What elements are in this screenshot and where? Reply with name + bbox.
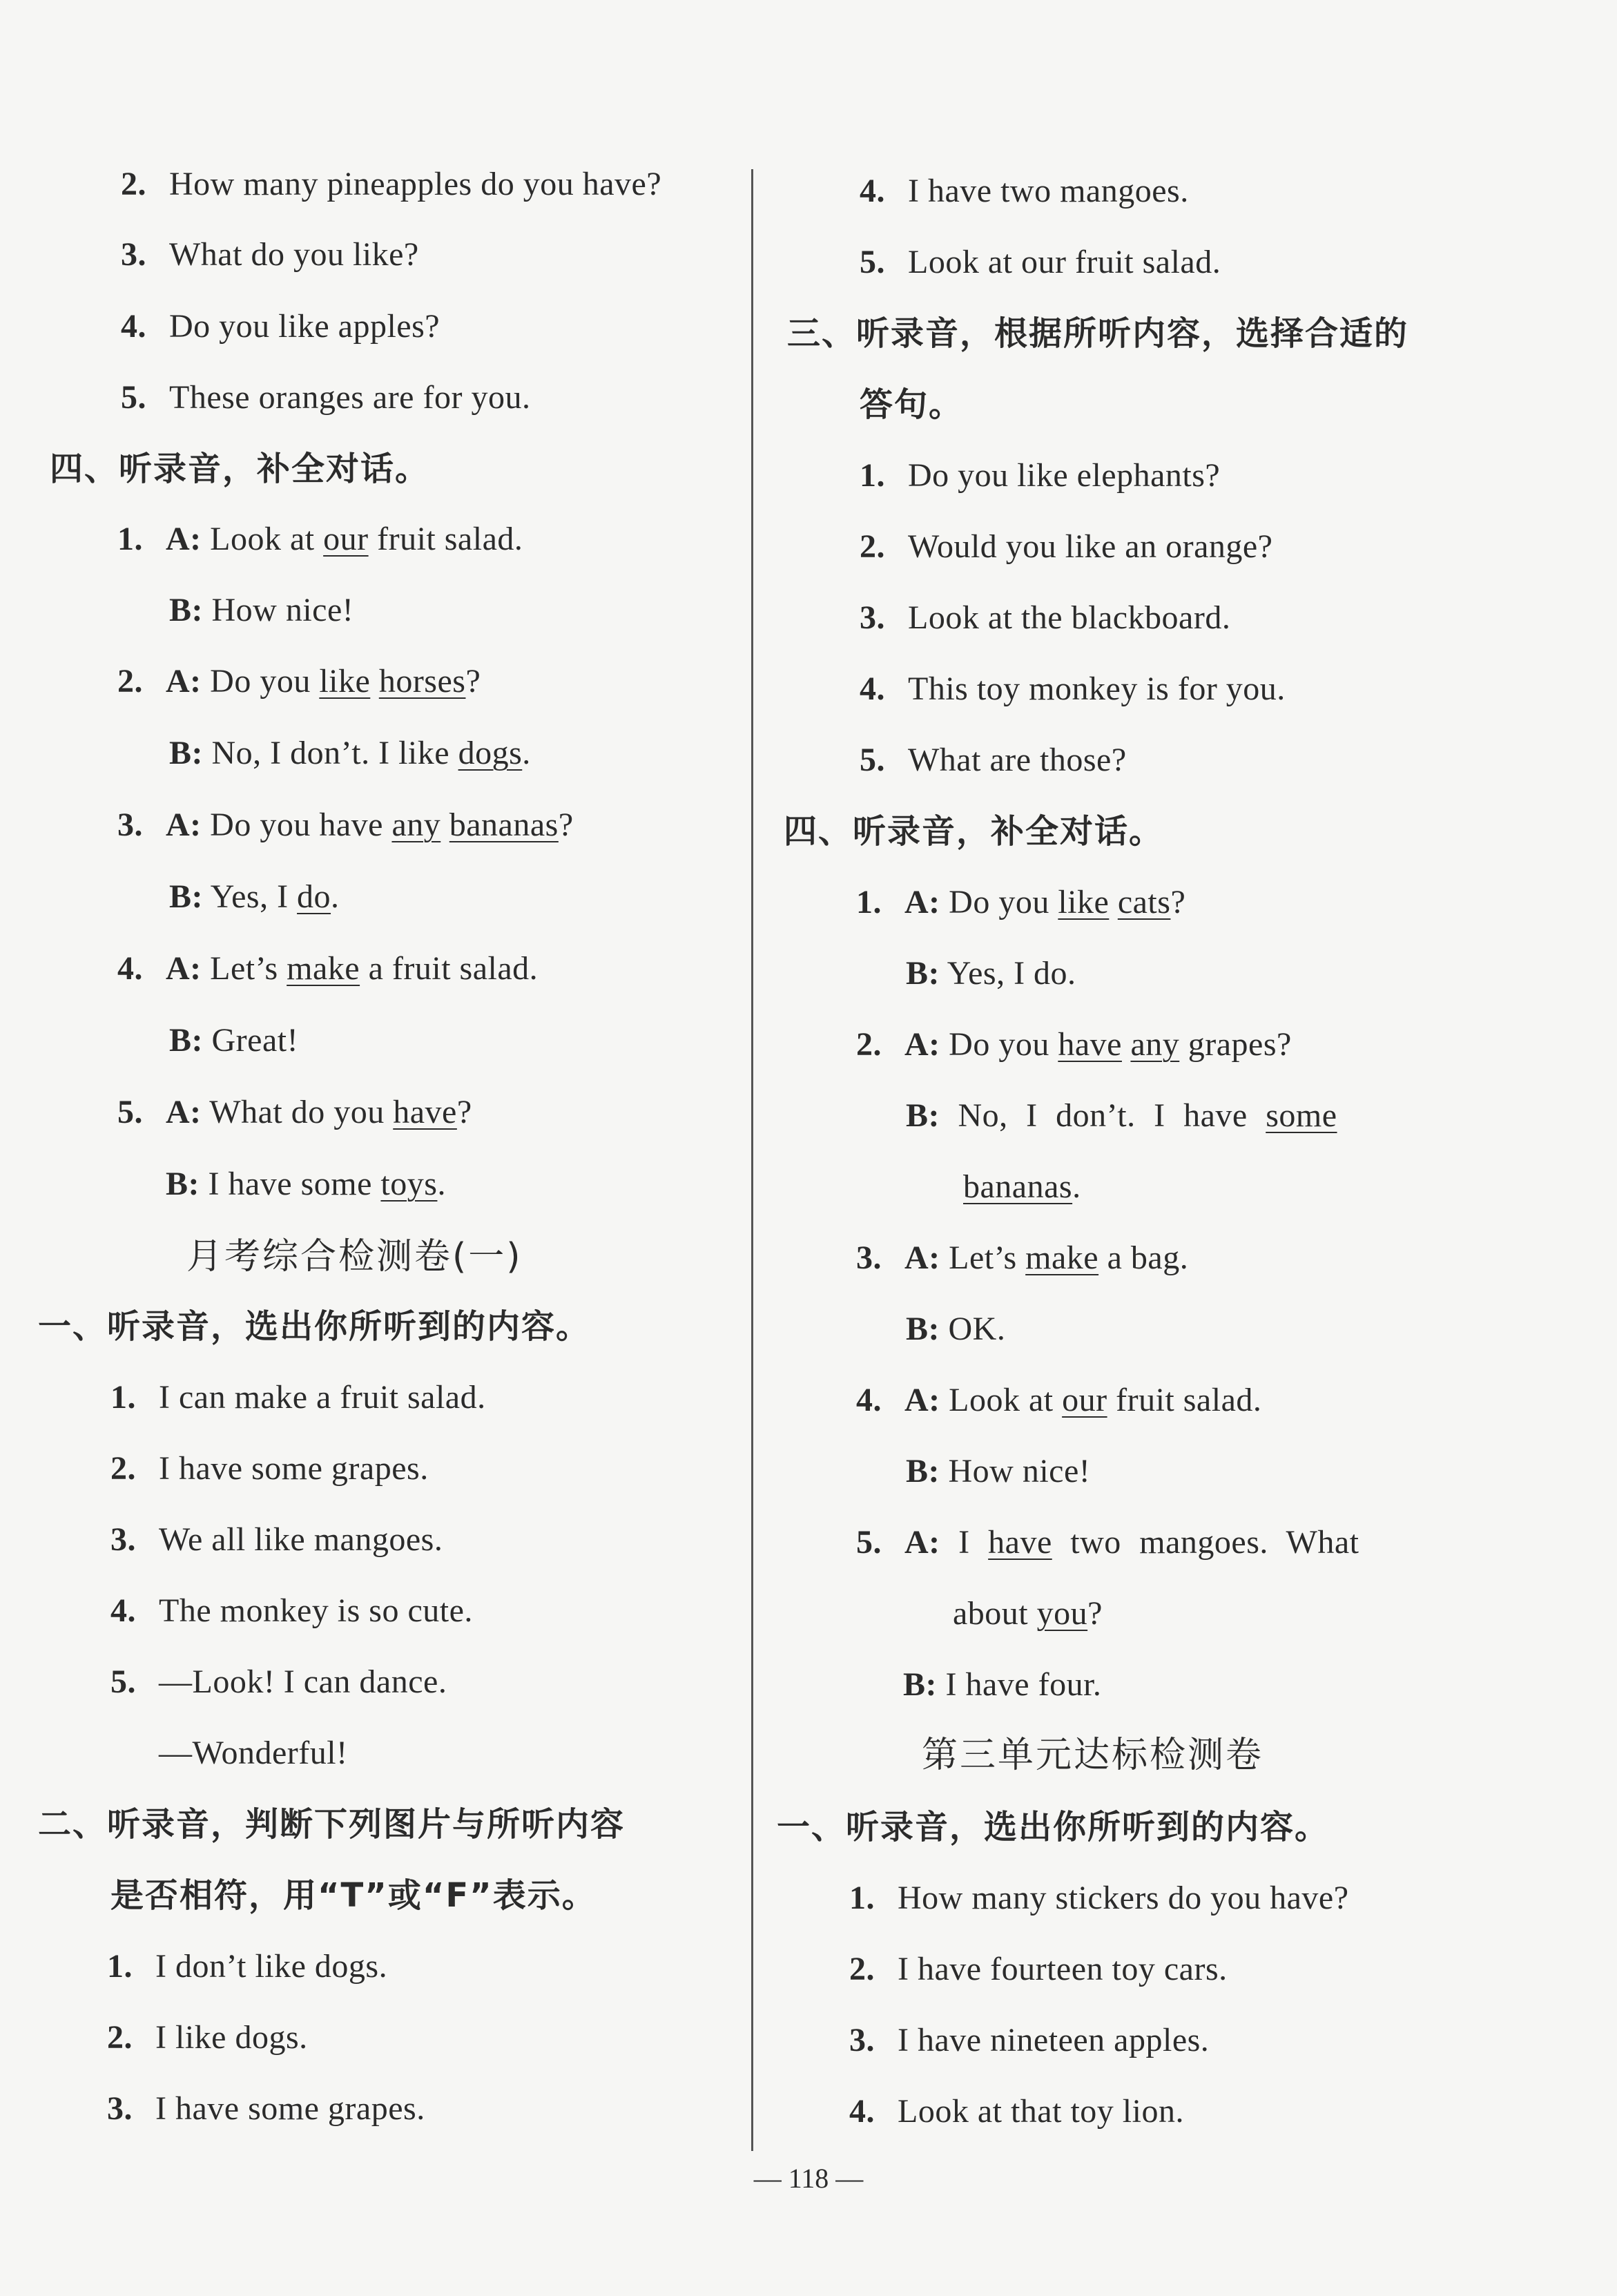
- list-item: 2. I have some grapes.: [110, 1450, 429, 1487]
- list-item: 3. I have nineteen apples.: [849, 2022, 1210, 2058]
- dialog-line: B: Yes, I do.: [906, 955, 1076, 992]
- dialog-line-continuation: about you?: [953, 1595, 1103, 1632]
- list-item: 4. This toy monkey is for you.: [860, 671, 1286, 707]
- list-item: 2. I like dogs.: [107, 2019, 308, 2056]
- dialog-line: 3. A: Do you have any bananas?: [117, 807, 574, 843]
- section-heading: 二、听录音，判断下列图片与所听内容: [38, 1805, 626, 1844]
- list-item-continuation: —Wonderful!: [159, 1735, 348, 1771]
- unit-title: 第三单元达标检测卷: [922, 1735, 1264, 1776]
- list-item: 1. How many stickers do you have?: [849, 1880, 1349, 1916]
- dialog-line: 5. A: I have two mangoes. What: [856, 1524, 1359, 1561]
- dialog-line: 1. A: Do you like cats?: [856, 884, 1186, 920]
- dialog-line: 2. A: Do you like horses?: [117, 663, 481, 700]
- section-heading: 一、听录音，选出你所听到的内容。: [777, 1808, 1330, 1846]
- section-heading-continuation: 答句。: [860, 385, 964, 424]
- dialog-line: B: How nice!: [906, 1453, 1091, 1489]
- section-heading-continuation: 是否相符，用“T”或“F”表示。: [110, 1876, 597, 1915]
- exam-title: 月考综合检测卷(一): [186, 1236, 523, 1277]
- dialog-line: 4. A: Let’s make a fruit salad.: [117, 950, 539, 987]
- dialog-line: B: OK.: [906, 1311, 1006, 1347]
- list-item: 2. Would you like an orange?: [860, 528, 1273, 565]
- dialog-line: B: Yes, I do.: [169, 878, 340, 915]
- dialog-line: B: No, I don’t. I have some: [906, 1097, 1337, 1134]
- dialog-line: B: No, I don’t. I like dogs.: [169, 735, 531, 771]
- list-item: 5. What are those?: [860, 742, 1127, 778]
- list-item: 3. We all like mangoes.: [110, 1521, 443, 1558]
- dialog-line: 4. A: Look at our fruit salad.: [856, 1382, 1262, 1418]
- dialog-line: B: How nice!: [169, 592, 354, 628]
- section-heading: 一、听录音，选出你所听到的内容。: [38, 1307, 591, 1346]
- dialog-line-continuation: bananas.: [963, 1168, 1081, 1205]
- list-item: 1. I can make a fruit salad.: [110, 1379, 486, 1416]
- dialog-line: 1. A: Look at our fruit salad.: [117, 521, 523, 557]
- list-item: 3. Look at the blackboard.: [860, 599, 1231, 636]
- section-heading: 三、听录音，根据所听内容，选择合适的: [787, 314, 1409, 353]
- dialog-line: B: I have some toys.: [166, 1166, 446, 1202]
- dialog-line: 2. A: Do you have any grapes?: [856, 1026, 1292, 1063]
- list-item: 4. Look at that toy lion.: [849, 2093, 1184, 2130]
- list-item: 1. Do you like elephants?: [860, 457, 1221, 494]
- list-item: 2. I have fourteen toy cars.: [849, 1951, 1228, 1987]
- dialog-line: 5. A: What do you have?: [117, 1094, 472, 1130]
- dialog-line: B: I have four.: [903, 1666, 1102, 1703]
- list-item: 4. Do you like apples?: [121, 308, 440, 345]
- list-item: 4. I have two mangoes.: [860, 173, 1189, 209]
- list-item: 5. These oranges are for you.: [121, 379, 531, 416]
- list-item: 1. I don’t like dogs.: [107, 1948, 388, 1985]
- dialog-line: 3. A: Let’s make a bag.: [856, 1239, 1189, 1276]
- list-item: 5. Look at our fruit salad.: [860, 244, 1221, 280]
- column-divider: [751, 169, 753, 2151]
- list-item: 4. The monkey is so cute.: [110, 1592, 473, 1629]
- dialog-line: B: Great!: [169, 1022, 299, 1059]
- list-item: 5. —Look! I can dance.: [110, 1663, 447, 1700]
- page-number: — 118 —: [753, 2163, 864, 2194]
- list-item: 3. What do you like?: [121, 236, 419, 273]
- section-heading: 四、听录音，补全对话。: [784, 812, 1164, 851]
- list-item: 3. I have some grapes.: [107, 2090, 425, 2127]
- section-heading: 四、听录音，补全对话。: [50, 450, 430, 488]
- list-item: 2. How many pineapples do you have?: [121, 166, 662, 202]
